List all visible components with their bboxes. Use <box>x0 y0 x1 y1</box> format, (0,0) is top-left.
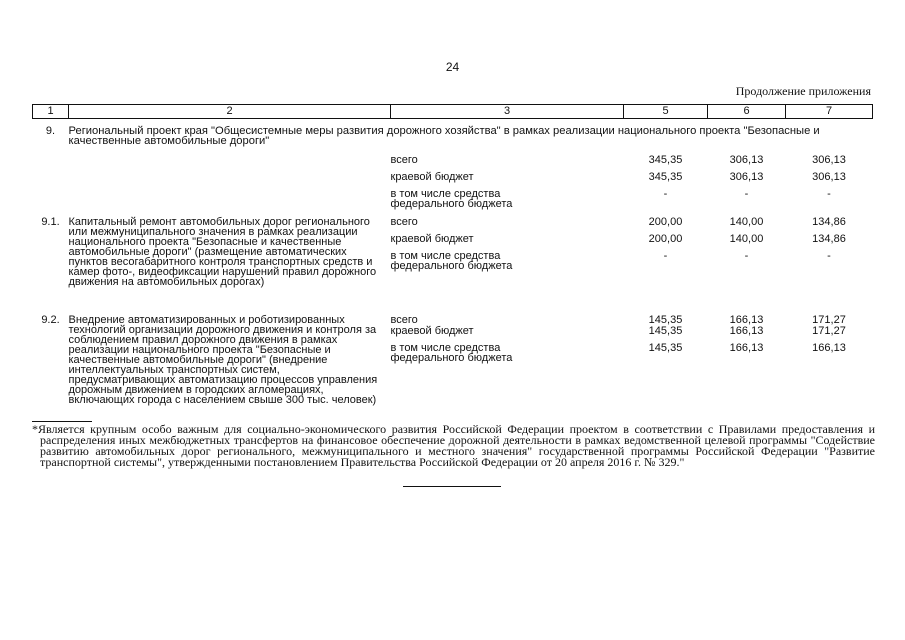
value-col5: 145,35 <box>648 325 683 337</box>
value-col6: 166,13 <box>729 325 764 337</box>
column-header: 3 <box>391 105 624 119</box>
value-col6: - <box>744 188 749 200</box>
row-label: в том числе средства федерального бюджета <box>390 250 513 272</box>
value-col5: - <box>663 188 668 200</box>
value-col6: 140,00 <box>729 233 764 245</box>
row-label: краевой бюджет <box>390 325 474 337</box>
value-col7: - <box>827 250 831 262</box>
value-col6: 306,13 <box>729 154 764 166</box>
value-col5: 345,35 <box>648 154 683 166</box>
row-number: 9.1. <box>41 216 60 228</box>
value-col6: - <box>744 250 749 262</box>
value-col7: 134,86 <box>812 216 846 228</box>
value-col6: 140,00 <box>729 216 764 228</box>
section-title-row <box>33 119 873 156</box>
item-description: Внедрение автоматизированных и роботизированных технологий организации дорожного движения и контроля за соблюдением правил дорожного движения в рамках реализации национального проекта "Безопасные и качественные автомобильные дороги" (внедрение интеллектуальных транспортных систем, предусматривающих автоматизацию процессов управления дорожным движением в городских агломерациях, включающих города с населением свыше 300 тыс. человек) <box>68 314 378 406</box>
value-col5: 200,00 <box>648 216 683 228</box>
value-col5: - <box>663 250 668 262</box>
value-col6: 166,13 <box>729 314 764 326</box>
item-description: Капитальный ремонт автомобильных дорог регионального или межмуниципального значения в рамках реализации национального проекта "Безопасные и качественные автомобильные дороги" (размещение автоматических пунктов весогабаритного контроля транспортных средств и камер фото-, видеофиксации нарушений правил дорожного движения на автомобильных дорогах) <box>68 216 377 288</box>
value-col6: 166,13 <box>729 342 764 354</box>
value-col7: 134,86 <box>812 233 846 245</box>
column-header: 2 <box>69 105 391 119</box>
value-col7: 306,13 <box>812 171 846 183</box>
row-label: краевой бюджет <box>390 171 474 183</box>
value-col5: 200,00 <box>648 233 683 245</box>
value-col5: 145,35 <box>648 314 683 326</box>
value-col7: - <box>827 188 831 200</box>
value-col7: 171,27 <box>812 314 846 326</box>
table-row <box>33 217 873 234</box>
table-row <box>33 155 873 172</box>
column-header: 5 <box>624 105 708 119</box>
row-number: 9. <box>45 125 56 137</box>
table-row <box>33 172 873 189</box>
column-header: 1 <box>33 105 69 119</box>
value-col7: 171,27 <box>812 325 846 337</box>
footnote <box>32 424 875 468</box>
row-label: в том числе средства федерального бюджета <box>390 342 513 364</box>
row-label: всего <box>390 154 418 166</box>
column-header: 7 <box>786 105 873 119</box>
footnote-text: *Является крупным особо важным для социально-экономического развития Российской Федерации проектом в соответствии с Правилами предоставления и распределения иных межбюджетных трансфертов на финансовое обеспечение дорожной деятельности в рамках ведомственной целевой программы "Содействие развитию автомобильных дорог регионального, межмуниципального и местного значения" государственной программы Российской Федерации "Развитие транспортной системы", утвержденными постановлением Правительства Российской Федерации от 20 апреля 2016 г. № 329." <box>32 422 875 469</box>
page-number: 24 <box>445 60 460 74</box>
value-col5: 145,35 <box>648 342 683 354</box>
value-col5: 345,35 <box>648 171 683 183</box>
table-row <box>33 189 873 217</box>
row-label: всего <box>390 314 418 326</box>
continuation-label: Продолжение приложения <box>735 84 871 98</box>
value-col7: 306,13 <box>812 154 846 166</box>
row-label: краевой бюджет <box>390 233 474 245</box>
end-line <box>403 486 501 487</box>
row-label: всего <box>390 216 418 228</box>
value-col6: 306,13 <box>729 171 764 183</box>
column-header: 6 <box>708 105 786 119</box>
section-title: Региональный проект края "Общесистемные меры развития дорожного хозяйства" в рамках реализации национального проекта "Безопасные и качественные автомобильные дороги" <box>68 125 820 147</box>
table-header-row <box>33 105 873 119</box>
table-row <box>33 309 873 326</box>
row-label: в том числе средства федерального бюджета <box>390 188 513 210</box>
value-col7: 166,13 <box>812 342 846 354</box>
row-number: 9.2. <box>41 314 60 326</box>
appendix-table <box>32 104 873 407</box>
